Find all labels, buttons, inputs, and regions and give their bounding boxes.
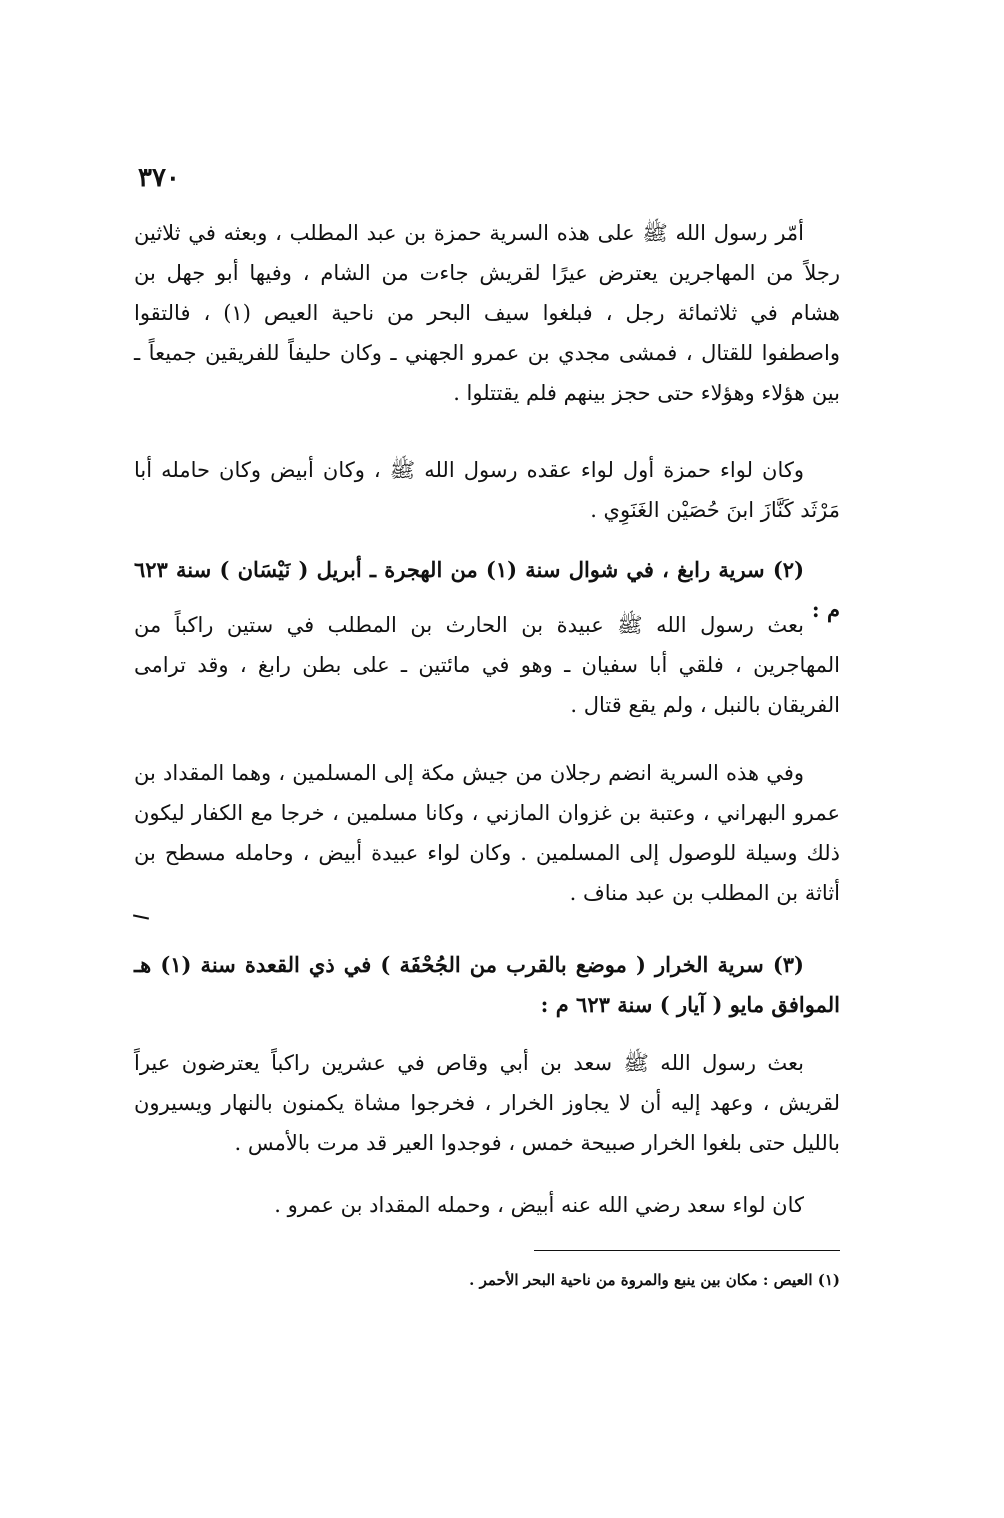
page-number: ٣٧٠: [138, 163, 180, 193]
heading-rabigh-raid: (٢) سرية رابغ ، في شوال سنة (١) من الهجرة ـ أبريل ( نَيْسَان ) سنة ٦٢٣ م :: [134, 557, 840, 622]
paragraph-saad-banner: كان لواء سعد رضي الله عنه أبيض ، وحمله المقداد بن عمرو .: [274, 1193, 804, 1217]
paragraph-hamza-banner: وكان لواء حمزة أول لواء عقده رسول الله ﷺ ، وكان أبيض وكان حامله أبا مَرْثَد كَنَّازَ ابنَ حُصَيْن الغَنَوِي .: [134, 458, 840, 522]
footnote-divider: [534, 1250, 840, 1251]
paragraph-rabigh-raid: بعث رسول الله ﷺ عبيدة بن الحارث بن المطلب في ستين راكباً من المهاجرين ، فلقي أبا سفيان ـ وهو في مائتين ـ على بطن رابغ ، وقد ترامى الفريقان بالنبل ، ولم يقع قتال .: [134, 613, 840, 717]
heading-kharrar-raid: (٣) سرية الخرار ( موضع بالقرب من الجُحْفَة ) في ذي القعدة سنة (١) هـ الموافق مايو ( آيار ) سنة ٦٢٣ م :: [134, 952, 840, 1017]
margin-mark: [133, 914, 149, 919]
paragraph-hamza-raid: أمّر رسول الله ﷺ على هذه السرية حمزة بن عبد المطلب ، وبعثه في ثلاثين رجلاً من المهاجرين يعترض عيرًا لقريش جاءت من الشام ، وفيها أبو جهل بن هشام في ثلاثمائة رجل ، فبلغوا سيف البحر من ناحية العيص (١) ، فالتقوا واصطفوا للقتال ، فمشى مجدي بن عمرو الجهني ـ وكان حليفاً للفريقين جميعاً ـ بين هؤلاء وهؤلاء حتى حجز بينهم فلم يقتتلوا .: [134, 221, 840, 405]
footnote: (١) العيص : مكان بين ينبع والمروة من ناحية البحر الأحمر .: [469, 1271, 840, 1289]
paragraph-two-converts: وفي هذه السرية انضم رجلان من جيش مكة إلى المسلمين ، وهما المقداد بن عمرو البهراني ، وعتبة بن غزوان المازني ، وكانا مسلمين ، خرجا مع الكفار ليكون ذلك وسيلة للوصول إلى المسلمين . وكان لواء عبيدة أبيض ، وحامله مسطح بن أثاثة بن المطلب بن عبد مناف .: [134, 761, 840, 905]
paragraph-kharrar-raid: بعث رسول الله ﷺ سعد بن أبي وقاص في عشرين راكباً يعترضون عيراً لقريش ، وعهد إليه أن لا يجاوز الخرار ، فخرجوا مشاة يكمنون بالنهار ويسيرون بالليل حتى بلغوا الخرار صبيحة خمس ، فوجدوا العير قد مرت بالأمس .: [134, 1051, 840, 1155]
